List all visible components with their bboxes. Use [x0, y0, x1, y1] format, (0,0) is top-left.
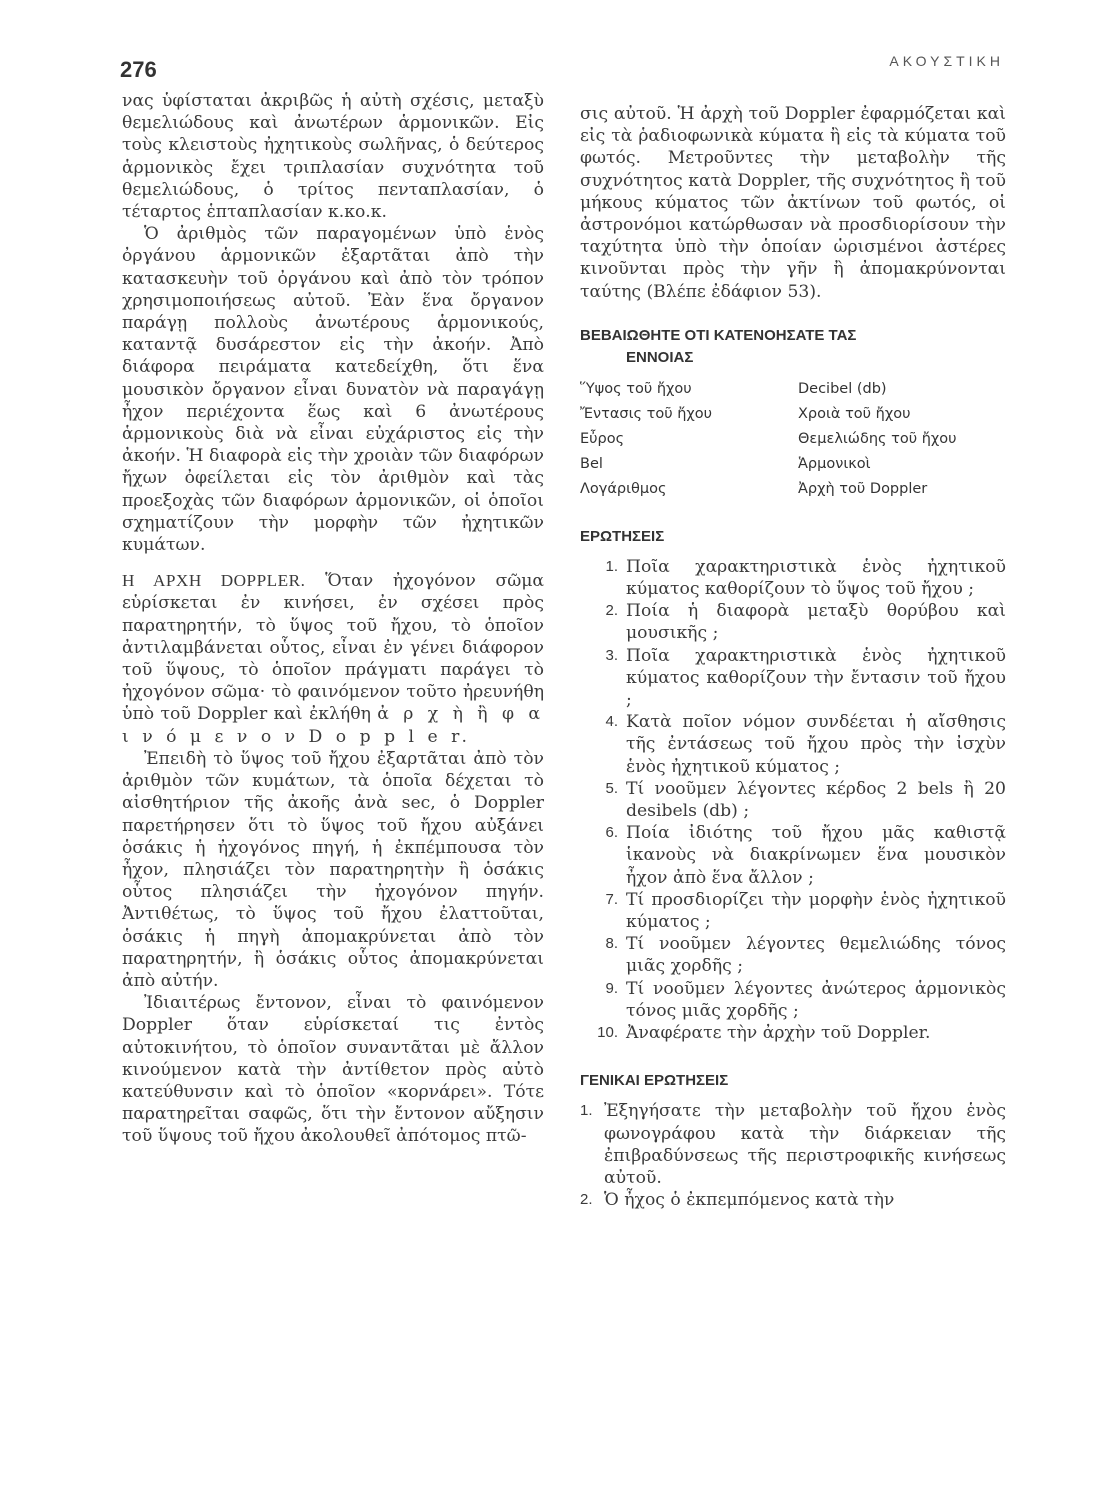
concept-term: Bel — [580, 455, 603, 472]
doppler-text: Ὅταν ἠχογόνον σῶμα εὑρίσκεται ἐν κινήσει, ἐν σχέσει πρὸς παρατηρητήν, τὸ ὕψος τοῦ ἤχου, τὸ ὁποῖον ἀντιλαμβάνεται οὗτος, εἶναι ἐν γένει διάφορον τοῦ ὕψους, τὸ ὁποῖον πράγματι παράγει τὸ ἠχογόνον σῶμα· τὸ φαινόμενον τοῦτο ἠρευνήθη ὑπὸ τοῦ Doppler καὶ ἐκλήθη — [122, 571, 544, 725]
concept-term: Ὕψος τοῦ ἤχου — [580, 380, 692, 397]
question-text: Ποῖα χαρακτηριστικὰ ἑνὸς ἠχητικοῦ κύματος καθορίζουν τὴν ἔντασιν τοῦ ἤχου ; — [626, 645, 1006, 711]
question-item — [580, 1100, 1006, 1189]
doppler-paragraph — [122, 570, 544, 748]
question-item — [580, 889, 1006, 933]
question-text: Ἀναφέρατε τὴν ἀρχὴν τοῦ Doppler. — [626, 1023, 931, 1044]
question-item — [580, 1189, 1006, 1211]
doppler-heading: Η ΑΡΧΗ DOPPLER. — [122, 571, 306, 591]
question-item — [580, 600, 1006, 644]
concept-term: Ἔντασις τοῦ ἤχου — [580, 405, 713, 422]
concepts-heading-line2: ΕΝΝΟΙΑΣ — [626, 348, 694, 366]
question-number: 9. — [605, 979, 618, 997]
question-text: Τί νοοῦμεν λέγοντες κέρδος 2 bels ἢ 20 desibels (db) ; — [626, 778, 1006, 822]
question-text: Ποῖα χαρακτηριστικὰ ἑνὸς ἠχητικοῦ κύματος καθορίζουν τὸ ὕψος τοῦ ἤχου ; — [626, 556, 1006, 600]
concept-term: Ἁρμονικοὶ — [798, 455, 871, 472]
question-item — [580, 711, 1006, 778]
concepts-heading — [580, 325, 1006, 369]
question-item — [580, 822, 1006, 889]
question-text: Τί νοοῦμεν λέγοντες ἀνώτερος ἁρμονικὸς τόνος μιᾶς χορδῆς ; — [626, 978, 1006, 1021]
question-number: 5. — [605, 779, 618, 797]
paragraph: νας ὑφίσταται ἀκριβῶς ἡ αὐτὴ σχέσις, μεταξὺ θεμελιώδους καὶ ἀνωτέρων ἁρμονικῶν. Εἰς τοὺς κλειστοὺς ἠχητικοὺς σωλῆνας, ὁ δεύτερος ἁρμονικὸς ἔχει τριπλασίαν συχνότητα τοῦ θεμελιώδους, ὁ τρίτος πενταπλασίαν, ὁ τέταρτος ἑπταπλασίαν κ.κο.κ. — [122, 91, 544, 223]
question-text: Ποία ἡ διαφορὰ μεταξὺ θορύβου καὶ μουσικῆς ; — [626, 601, 1006, 644]
paragraph: Ὁ ἀριθμὸς τῶν παραγομένων ὑπὸ ἑνὸς ὀργάνου ἁρμονικῶν ἐξαρτᾶται ἀπὸ τὴν κατασκευὴν τοῦ ὀργάνου καὶ ἀπὸ τὸν τρόπον χρησιμοποιήσεως αὐτοῦ. Ἐὰν ἕνα ὄργανον παράγῃ πολλοὺς ἀνωτέρους ἁρμονικούς, καταντᾷ δυσάρεστον εἰς τὴν ἀκοήν. Ἀπὸ διάφορα πειράματα κατεδείχθη, ὅτι ἕνα μουσικὸν ὄργανον εἶναι δυνατὸν νὰ παραγάγῃ ἦχον περιέχοντα ἕως καὶ 6 ἀνωτέρους ἁρμονικοὺς διὰ νὰ εἶναι εὐχάριστος εἰς τὴν ἀκοήν. Ἡ διαφορὰ εἰς τὴν χροιὰν τῶν διαφόρων ἤχων ὀφείλεται εἰς τὸν ἀριθμὸν καὶ τὰς προεξοχὰς τῶν διαφόρων ἁρμονικῶν, οἱ ὁποῖοι σχηματίζουν τὴν μορφὴν τῶν ἠχητικῶν κυμάτων. — [122, 224, 544, 556]
question-item — [580, 556, 1006, 600]
running-head: ΑΚΟΥΣΤΙΚΗ — [889, 53, 1004, 69]
concepts-list — [580, 377, 1006, 502]
question-number: 3. — [605, 646, 618, 664]
question-number: 10. — [597, 1024, 618, 1042]
question-item — [580, 933, 1006, 977]
doppler-term: ἀ ρ χ ὴ ἢ φ α ι ν ό μ ε ν ο ν D o p p l e r. — [122, 704, 544, 747]
concepts-heading-line1: ΒΕΒΑΙΩΘΗΤΕ ΟΤΙ ΚΑΤΕΝΟΗΣΑΤΕ ΤΑΣ — [580, 326, 857, 344]
questions-list — [580, 556, 1006, 1044]
question-number: 4. — [605, 713, 618, 731]
page-number: 276 — [120, 57, 157, 82]
question-text: Κατὰ ποῖον νόμον συνδέεται ἡ αἴσθησις τῆς ἐντάσεως τοῦ ἤχου πρὸς τὴν ἰσχὺν ἑνὸς ἠχητικοῦ κύματος ; — [626, 712, 1006, 777]
question-number: 8. — [605, 935, 618, 953]
question-text: Ἐξηγήσατε τὴν μεταβολὴν τοῦ ἤχου ἑνὸς φωνογράφου κατὰ τὴν διάρκειαν τῆς ἐπιβραδύνσεως τῆς περιστροφικῆς κινήσεως αὐτοῦ. — [604, 1101, 1006, 1188]
concept-term: Ἀρχὴ τοῦ Doppler — [798, 480, 928, 497]
question-number: 7. — [605, 890, 618, 908]
questions-heading: ΕΡΩΤΗΣΕΙΣ — [580, 527, 665, 545]
question-item — [580, 778, 1006, 822]
general-questions-heading: ΓΕΝΙΚΑΙ ΕΡΩΤΗΣΕΙΣ — [580, 1072, 729, 1090]
concept-term: Εὖρος — [580, 430, 625, 447]
question-number: 2. — [580, 1191, 593, 1209]
left-column — [122, 90, 544, 1148]
concept-term: Θεμελιώδης τοῦ ἤχου — [798, 430, 957, 447]
paragraph: σις αὐτοῦ. Ἡ ἀρχὴ τοῦ Doppler ἐφαρμόζεται καὶ εἰς τὰ ῥαδιοφωνικὰ κύματα ἢ εἰς τὰ κύματα τοῦ φωτός. Μετροῦντες τὴν μεταβολὴν τῆς συχνότητος κατὰ Doppler, τῆς συχνότητος ἢ τοῦ μήκους κύματος τῶν ἀκτίνων τοῦ φωτός, οἱ ἀστρονόμοι κατώρθωσαν νὰ προσδιορίσουν τὴν ταχύτητα ὑπὸ τὴν ὁποίαν ὡρισμένοι ἀστέρες κινοῦνται πρὸς τὴν γῆν ἢ ἀπομακρύνονται ταύτης (Βλέπε ἐδάφιον 53). — [580, 104, 1006, 302]
question-text: Ποία ἰδιότης τοῦ ἤχου μᾶς καθιστᾷ ἱκανοὺς νὰ διακρίνωμεν ἕνα μουσικὸν ἦχον ἀπὸ ἕνα ἄλλον ; — [626, 823, 1006, 888]
paragraph: Ἰδιαιτέρως ἔντονον, εἶναι τὸ φαινόμενον Doppler ὅταν εὑρίσκεταί τις ἐντὸς αὐτοκινήτου, τὸ ὁποῖον συναντᾶται μὲ ἄλλον κινούμενον κατὰ τὴν ἀντίθετον πρὸς αὐτὸ κατεύθυνσιν καὶ τὸ ὁποῖον «κορνάρει». Τότε παρατηρεῖται σαφῶς, ὅτι τὴν ἔντονον αὔξησιν τοῦ ὕψους τοῦ ἤχου ἀκολουθεῖ ἀπότομος πτῶ- — [122, 993, 544, 1147]
concept-term: Χροιὰ τοῦ ἤχου — [798, 405, 911, 422]
question-text: Ὁ ἦχος ὁ ἐκπεμπόμενος κατὰ τὴν — [604, 1190, 895, 1211]
question-item — [580, 978, 1006, 1022]
concept-term: Decibel (db) — [798, 380, 887, 397]
concept-term: Λογάριθμος — [580, 480, 667, 497]
general-questions-list — [580, 1100, 1006, 1211]
paragraph: Ἐπειδὴ τὸ ὕψος τοῦ ἤχου ἐξαρτᾶται ἀπὸ τὸν ἀριθμὸν τῶν κυμάτων, τὰ ὁποῖα δέχεται τὸ αἰσθητήριον τῆς ἀκοῆς ἀνὰ sec, ὁ Doppler παρετήρησεν ὅτι τὸ ὕψος τοῦ ἤχου αὐξάνει ὁσάκις ἡ ἠχογόνος πηγή, ἡ ἐκπέμπουσα τὸν ἦχον, πλησιάζει τὸν παρατηρητὴν ἢ ὁσάκις οὗτος πλησιάζει τὴν ἠχογόνον πηγήν. Ἀντιθέτως, τὸ ὕψος τοῦ ἤχου ἐλαττοῦται, ὁσάκις ἡ πηγὴ ἀπομακρύνεται ἀπὸ τὸν παρατηρητήν, ἢ ὁσάκις οὗτος ἀπομακρύνεται ἀπὸ αὐτήν. — [122, 748, 544, 991]
question-item — [580, 645, 1006, 712]
question-text: Τί νοοῦμεν λέγοντες θεμελιώδης τόνος μιᾶς χορδῆς ; — [626, 934, 1006, 977]
right-column — [580, 103, 1006, 1211]
question-item — [580, 1022, 1006, 1044]
question-number: 6. — [605, 824, 618, 842]
question-number: 1. — [605, 557, 618, 575]
question-text: Τί προσδιορίζει τὴν μορφὴν ἑνὸς ἠχητικοῦ κύματος ; — [626, 889, 1006, 933]
question-number: 2. — [605, 602, 618, 620]
question-number: 1. — [580, 1102, 593, 1120]
